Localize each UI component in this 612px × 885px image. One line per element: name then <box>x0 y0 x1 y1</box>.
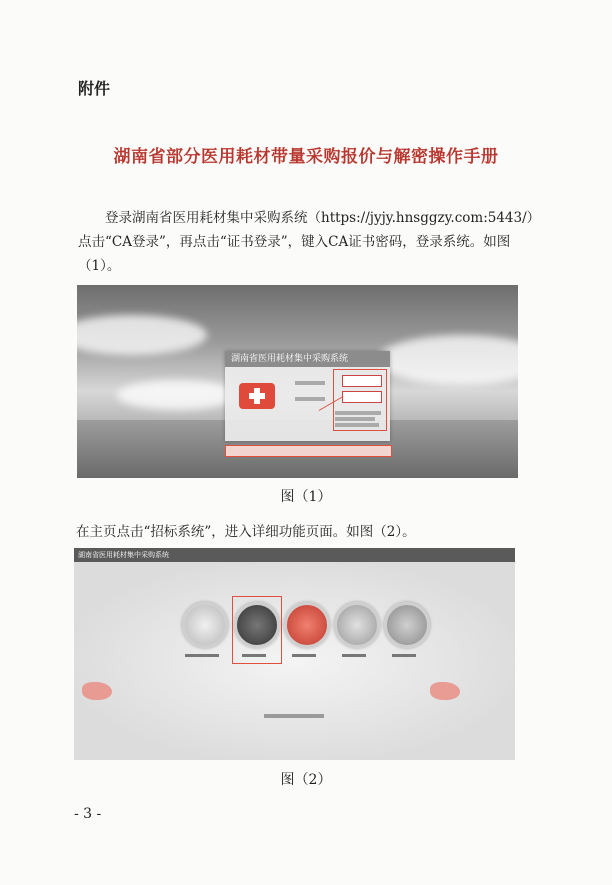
module-label-3 <box>292 654 316 657</box>
paragraph-homepage-instructions: 在主页点击“招标系统”，进入详细功能页面。如图（2）。 <box>76 524 416 540</box>
decorative-flower <box>430 682 460 700</box>
highlight-box <box>232 596 282 664</box>
decorative-flower <box>82 682 112 700</box>
cloud-shape <box>77 315 207 355</box>
figure-1-login-screenshot <box>77 285 518 478</box>
figure-2-caption: 图（2） <box>280 772 332 788</box>
ca-login-button[interactable] <box>342 375 382 387</box>
figure-2-homepage-screenshot <box>74 548 515 760</box>
notice-bar <box>225 445 392 457</box>
module-label-4 <box>342 654 366 657</box>
login-panel <box>225 351 390 441</box>
paragraph-login-instructions: 登录湖南省医用耗材集中采购系统（https://jyjy.hnsggzy.com:5443/）点击“CA登录”，再点击“证书登录”，键入CA证书密码，登录系统。如图（1）。 <box>78 210 541 274</box>
certificate-login-button[interactable] <box>342 391 382 403</box>
medical-kit-icon <box>239 383 275 409</box>
footer-text-line <box>264 714 324 718</box>
form-label-line <box>295 381 325 385</box>
module-label-1 <box>185 654 219 657</box>
module-label-5 <box>392 654 416 657</box>
module-circle-3[interactable] <box>284 602 330 648</box>
annex-label: 附件 <box>78 79 111 98</box>
app-title-bar: 湖南省医用耗材集中采购系统 <box>74 548 515 562</box>
figure-1-caption: 图（1） <box>280 489 332 505</box>
form-label-line <box>295 397 325 401</box>
module-circle-1[interactable] <box>182 602 228 648</box>
module-circle-5[interactable] <box>384 602 430 648</box>
login-panel-title: 湖南省医用耗材集中采购系统 <box>225 351 390 367</box>
cloud-shape <box>377 335 518 385</box>
module-circle-4[interactable] <box>334 602 380 648</box>
cloud-shape <box>117 380 237 410</box>
document-title: 湖南省部分医用耗材带量采购报价与解密操作手册 <box>113 147 499 167</box>
homepage-body <box>74 562 515 760</box>
page-number: - 3 - <box>74 806 102 822</box>
